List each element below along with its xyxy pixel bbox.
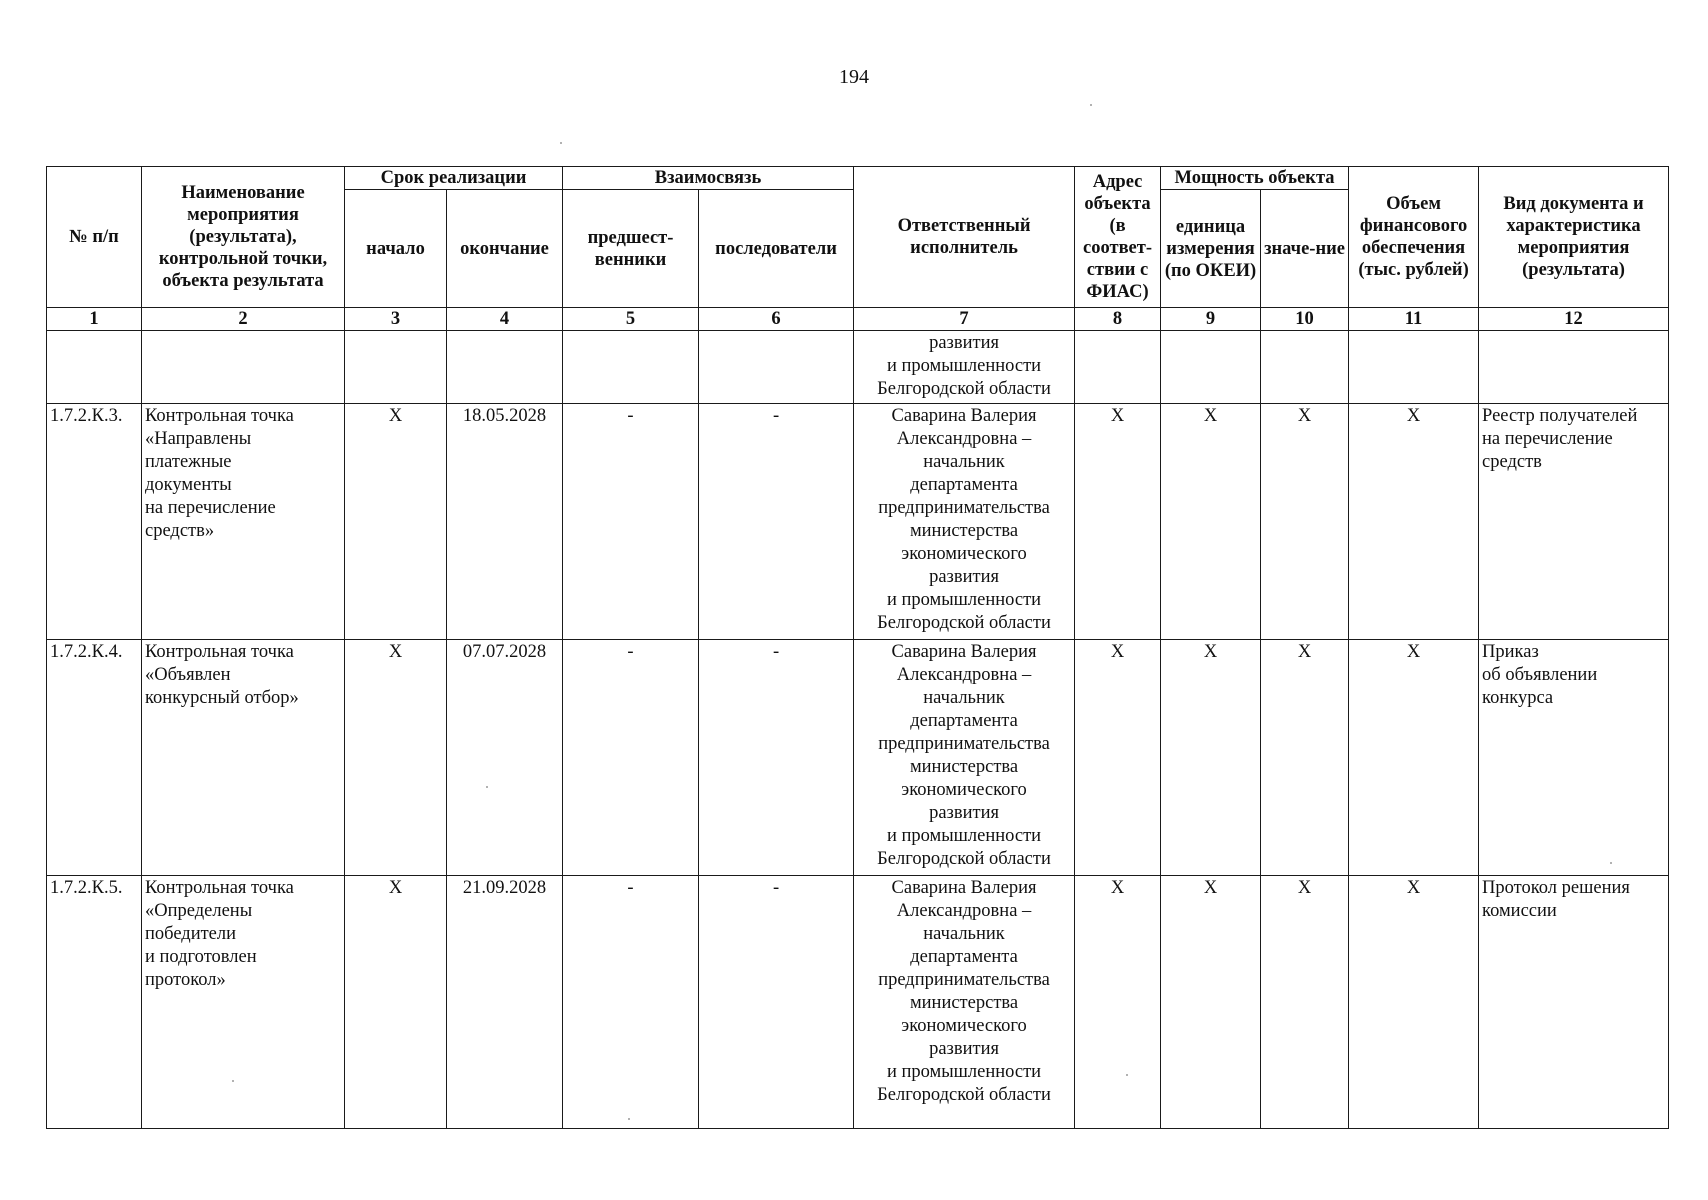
- page-number: 194: [839, 66, 869, 88]
- text-line: предпринимательства: [878, 498, 1050, 518]
- column-number: 11: [1349, 308, 1479, 331]
- column-number: 3: [345, 308, 447, 331]
- header-doc-type: Вид документа и характеристика мероприятия (результата): [1479, 167, 1669, 308]
- row-number: 1.7.2.К.3.: [47, 404, 142, 640]
- table-row: [47, 640, 1669, 876]
- row-address: X: [1075, 876, 1161, 1129]
- text-line: развития: [929, 333, 999, 353]
- header-capacity-group: Мощность объекта: [1161, 167, 1349, 190]
- row-responsible: [854, 876, 1075, 1129]
- text-line: Протокол решения: [1482, 878, 1630, 898]
- column-number: 10: [1261, 308, 1349, 331]
- text-line: об объявлении: [1482, 665, 1598, 685]
- text-line: Белгородской области: [877, 613, 1051, 633]
- text-line: на перечисление: [145, 498, 276, 518]
- row-name: [142, 876, 345, 1129]
- text-line: Саварина Валерия: [891, 878, 1037, 898]
- column-number: 5: [563, 308, 699, 331]
- row-responsible: [854, 404, 1075, 640]
- text-line: и подготовлен: [145, 947, 257, 967]
- text-line: платежные: [145, 452, 232, 472]
- text-line: Приказ: [1482, 642, 1539, 662]
- text-line: «Определены: [145, 901, 253, 921]
- text-line: Контрольная точка: [145, 878, 294, 898]
- row-unit: X: [1161, 404, 1261, 640]
- header-finance: Объем финансового обеспечения (тыс. рублей): [1349, 167, 1479, 308]
- text-line: Белгородской области: [877, 379, 1051, 399]
- column-number: 9: [1161, 308, 1261, 331]
- row-end: 21.09.2028: [447, 876, 563, 1129]
- text-line: развития: [929, 1039, 999, 1059]
- row-address: X: [1075, 640, 1161, 876]
- row-start: X: [345, 404, 447, 640]
- column-number: 12: [1479, 308, 1669, 331]
- text-line: департамента: [910, 475, 1018, 495]
- row-finance: X: [1349, 876, 1479, 1129]
- text-line: начальник: [923, 924, 1005, 944]
- row-successors: -: [699, 640, 854, 876]
- text-line: департамента: [910, 711, 1018, 731]
- text-line: Александровна –: [896, 665, 1032, 685]
- text-line: министерства: [909, 521, 1019, 541]
- header-responsible: Ответственный исполнитель: [854, 167, 1075, 308]
- text-line: Саварина Валерия: [891, 642, 1037, 662]
- text-line: Белгородской области: [877, 849, 1051, 869]
- continuation-responsible: [854, 331, 1075, 404]
- row-doc-type: [1479, 876, 1669, 1129]
- text-line: протокол»: [145, 970, 226, 990]
- row-responsible: [854, 640, 1075, 876]
- row-start: X: [345, 640, 447, 876]
- row-predecessors: -: [563, 876, 699, 1129]
- activities-table: [46, 166, 1669, 1129]
- row-predecessors: -: [563, 640, 699, 876]
- row-name: [142, 640, 345, 876]
- column-number: 6: [699, 308, 854, 331]
- text-line: экономического: [901, 1016, 1027, 1036]
- text-line: экономического: [901, 544, 1027, 564]
- header-number: № п/п: [47, 167, 142, 308]
- header-term-group: Срок реализации: [345, 167, 563, 190]
- text-line: и промышленности: [886, 826, 1042, 846]
- row-unit: X: [1161, 640, 1261, 876]
- row-end: 07.07.2028: [447, 640, 563, 876]
- text-line: Белгородской области: [877, 1085, 1051, 1105]
- text-line: Александровна –: [896, 429, 1032, 449]
- column-number: 4: [447, 308, 563, 331]
- text-line: предпринимательства: [878, 970, 1050, 990]
- row-name: [142, 404, 345, 640]
- text-line: и промышленности: [886, 590, 1042, 610]
- row-value: X: [1261, 876, 1349, 1129]
- row-doc-type: [1479, 404, 1669, 640]
- text-line: документы: [145, 475, 232, 495]
- row-predecessors: -: [563, 404, 699, 640]
- text-line: конкурсный отбор»: [145, 688, 299, 708]
- column-number: 2: [142, 308, 345, 331]
- header-unit: единица измерения (по ОКЕИ): [1161, 190, 1261, 308]
- table-row: [47, 876, 1669, 1129]
- header-start: начало: [345, 190, 447, 308]
- text-line: министерства: [909, 993, 1019, 1013]
- text-line: победители: [145, 924, 237, 944]
- text-line: конкурса: [1482, 688, 1554, 708]
- column-number: 8: [1075, 308, 1161, 331]
- text-line: Контрольная точка: [145, 406, 294, 426]
- table-row: [47, 404, 1669, 640]
- header-link-group: Взаимосвязь: [563, 167, 854, 190]
- text-line: «Направлены: [145, 429, 252, 449]
- row-finance: X: [1349, 404, 1479, 640]
- header-successors: последователи: [699, 190, 854, 308]
- header-end: окончание: [447, 190, 563, 308]
- text-line: и промышленности: [886, 1062, 1042, 1082]
- row-unit: X: [1161, 876, 1261, 1129]
- text-line: Саварина Валерия: [891, 406, 1037, 426]
- text-line: департамента: [910, 947, 1018, 967]
- column-number: 7: [854, 308, 1075, 331]
- header-value: значе-ние: [1261, 190, 1349, 308]
- text-line: Александровна –: [896, 901, 1032, 921]
- text-line: комиссии: [1482, 901, 1557, 921]
- column-number: 1: [47, 308, 142, 331]
- row-address: X: [1075, 404, 1161, 640]
- text-line: «Объявлен: [145, 665, 231, 685]
- text-line: средств: [1482, 452, 1542, 472]
- text-line: начальник: [923, 688, 1005, 708]
- text-line: начальник: [923, 452, 1005, 472]
- row-number: 1.7.2.К.5.: [47, 876, 142, 1129]
- row-value: X: [1261, 404, 1349, 640]
- text-line: Реестр получателей: [1482, 406, 1638, 426]
- header-address: Адрес объекта (в соответ-ствии с ФИАС): [1075, 167, 1161, 308]
- header-predecessors: предшест-венники: [563, 190, 699, 308]
- row-successors: -: [699, 876, 854, 1129]
- row-start: X: [345, 876, 447, 1129]
- text-line: средств»: [145, 521, 215, 541]
- text-line: предпринимательства: [878, 734, 1050, 754]
- row-successors: -: [699, 404, 854, 640]
- row-value: X: [1261, 640, 1349, 876]
- row-number: 1.7.2.К.4.: [47, 640, 142, 876]
- text-line: на перечисление: [1482, 429, 1613, 449]
- text-line: министерства: [909, 757, 1019, 777]
- row-end: 18.05.2028: [447, 404, 563, 640]
- text-line: экономического: [901, 780, 1027, 800]
- column-number-row: [47, 308, 1669, 331]
- text-line: развития: [929, 567, 999, 587]
- continuation-row: [47, 331, 1669, 404]
- text-line: развития: [929, 803, 999, 823]
- row-finance: X: [1349, 640, 1479, 876]
- text-line: и промышленности: [886, 356, 1042, 376]
- header-name: Наименование мероприятия (результата), контрольной точки, объекта результата: [142, 167, 345, 308]
- text-line: Контрольная точка: [145, 642, 294, 662]
- row-doc-type: [1479, 640, 1669, 876]
